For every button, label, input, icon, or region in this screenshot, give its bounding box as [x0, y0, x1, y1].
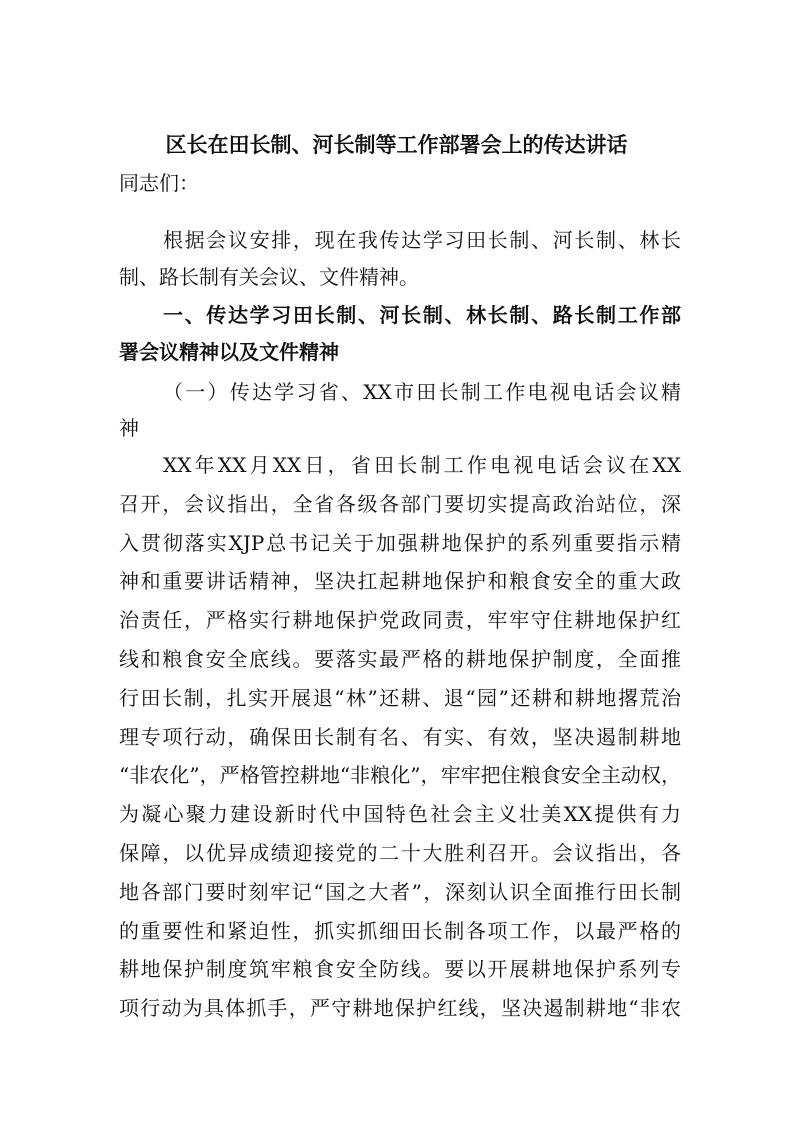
text-line: 入贯彻落实XJP总书记关于加强耕地保护的系列重要指示精 [119, 530, 681, 555]
text-line: （一）传达学习省、XX市田长制工作电视电话会议精 [163, 380, 681, 404]
text-line: 召开，会议指出，全省各级各部门要切实提高政治站位，深 [119, 491, 681, 516]
text-line: 保障，以优异成绩迎接党的二十大胜利召开。会议指出，各 [119, 841, 681, 865]
text-line: 制、路长制有关会议、文件精神。 [119, 265, 419, 289]
text-line: 同志们： [119, 171, 199, 195]
text-line: 地各部门要时刻牢记“国之大者”，深刻认识全面推行田长制 [119, 879, 681, 904]
text-line: 神 [119, 416, 139, 440]
document-title: 区长在田长制、河长制等工作部署会上的传达讲话 [165, 133, 628, 157]
text-line: 治责任，严格实行耕地保护党政同责，牢牢守住耕地保护红 [119, 608, 681, 633]
text-line: 行田长制，扎实开展退“林”还耕、退“园”还耕和耕地撂荒治 [119, 685, 681, 710]
text-line: “非农化”，严格管控耕地“非粮化”，牢牢把住粮食安全主动权， [119, 763, 681, 788]
text-line: XX年XX月XX日，省田长制工作电视电话会议在XX [163, 453, 681, 477]
text-line: 为凝心聚力建设新时代中国特色社会主义壮美XX提供有力 [119, 802, 681, 827]
section-heading-line: 一、传达学习田长制、河长制、林长制、路长制工作部 [163, 303, 681, 327]
section-heading-line: 署会议精神以及文件精神 [119, 340, 339, 364]
text-line: 耕地保护制度筑牢粮食安全防线。要以开展耕地保护系列专 [119, 957, 681, 982]
text-line: 项行动为具体抓手，严守耕地保护红线，坚决遏制耕地“非农 [119, 996, 681, 1021]
text-line: 理专项行动，确保田长制有名、有实、有效，坚决遏制耕地 [119, 724, 681, 749]
text-line: 的重要性和紧迫性，抓实抓细田长制各项工作，以最严格的 [119, 918, 681, 943]
text-line: 神和重要讲话精神，坚决扛起耕地保护和粮食安全的重大政 [119, 569, 681, 594]
text-line: 线和粮食安全底线。要落实最严格的耕地保护制度，全面推 [119, 647, 681, 671]
text-line: 根据会议安排，现在我传达学习田长制、河长制、林长 [163, 228, 681, 252]
